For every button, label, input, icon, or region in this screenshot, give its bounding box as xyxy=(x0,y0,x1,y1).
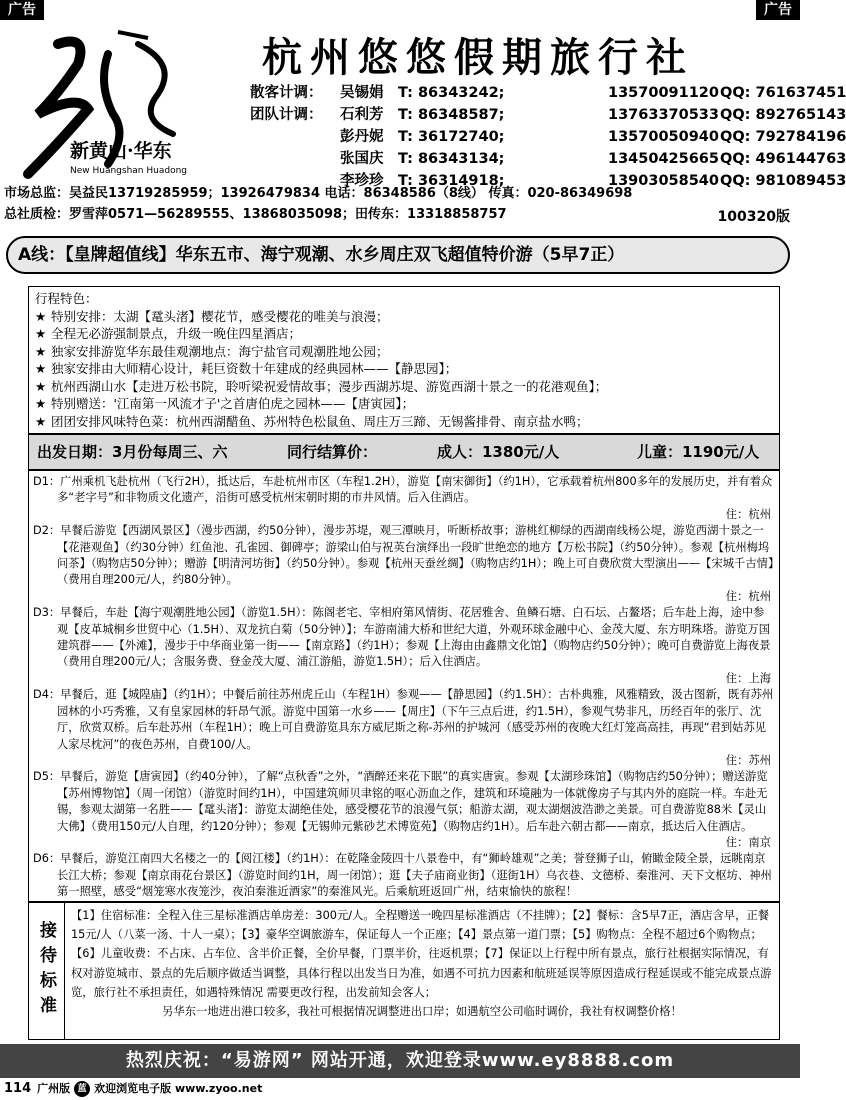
edition-version: 100320版 xyxy=(717,209,790,225)
contact-list xyxy=(250,82,846,192)
footer-website: 欢迎浏览电子版 www.zyoo.net xyxy=(94,1082,263,1095)
logo-chinese-text: 新黄山·华东 xyxy=(70,140,172,162)
market-director-line: 市场总监：吴益民13719285959；13926479834 电话：86348586（8线） 传真：020-86349698 xyxy=(4,186,633,201)
standards-note: 另华东一地进出港口较多，我社可根据情况调整进出口岸；如遇航空公司临时调价，我社有权调整价格！ xyxy=(162,1005,682,1019)
star-icon: ★ xyxy=(35,361,47,376)
settle-price-label: 同行结算价： xyxy=(287,443,378,461)
star-icon: ★ xyxy=(35,326,47,341)
standards-label: 接待标准 xyxy=(29,903,65,1039)
itinerary-day: D6：早餐后，游览江南四大名楼之一的【阅江楼】（约1H）：在乾隆金陵四十八景卷中，有“狮岭雄观”之美；誉登狮子山，俯瞰金陵全景，远眺南京长江大桥；参观【南京雨花台景区】（游览时间约1H，周一闭馆）；逛【夫子庙商业街】（逛街1H）乌衣巷、文德桥、秦淮河、天下文枢坊、神州第一照壁，感受“烟笼寒水夜笼沙，夜泊秦淮近酒家”的秦淮风光。后乘航班返回广州，结束愉快的旅程！ xyxy=(33,852,772,899)
overnight-city: 住：苏州 xyxy=(725,753,771,767)
star-icon: ★ xyxy=(35,413,47,429)
ad-tag-left: 广告 xyxy=(0,0,44,20)
feature-item: ★ 全程无必游强制景点，升级一晚住四星酒店； xyxy=(35,326,302,341)
overnight-city: 住：南京 xyxy=(725,835,771,849)
quality-control-line: 总社质检：罗雪萍0571—56289555、13868035098；田传东：13318858757 xyxy=(4,207,507,222)
child-price: 儿童：1190元/人 xyxy=(637,443,760,461)
itinerary-day: D3：早餐后，车赴【海宁观潮胜地公园】（游览1.5H）：陈阁老宅、宰相府第风情街、花居雅舍、鱼鳞石塘、白石坛、占鳌塔；后车赴上海，途中参观【皮革城桐乡世贸中心（1.5H）、双龙抗白菊（50分钟）】；车游南浦大桥和世纪大道，外观环球金融中心、金茂大厦、东方明珠塔。游览万国建筑群——【外滩】，漫步于中华商业第一街——【南京路】（约1H）；参观【上海由由鑫鼎文化馆】（购物店约50分钟）；晚可自费游览上海夜景（费用自理200元/人；含服务费、登金茂大厦、浦江游船，游览1.5H）；后入住酒店。 住：上海 xyxy=(33,605,775,687)
website-banner: 热烈庆祝：“易游网” 网站开通，欢迎登录www.ey8888.com xyxy=(0,1044,800,1078)
management-contacts xyxy=(4,183,796,225)
star-icon: ★ xyxy=(35,378,47,394)
feature-item: ★ 特别赠送：'江南第一风流才子'之首唐伯虎之园林——【唐寅园】； xyxy=(35,396,415,411)
feature-item: ★ 独家安排由大师精心设计，耗巨资数十年建成的经典园林——【静思园】； xyxy=(35,361,458,376)
contact-row: 团队计调： 石利芳 T: 86348587; 13763370533QQ: 892765143 xyxy=(250,107,846,123)
star-icon: ★ xyxy=(35,396,47,411)
standards-text: 【1】住宿标准：全程入住三星标准酒店单房差：300元/人。全程赠送一晚四星标准酒店（不挂牌）；【2】餐标：含5早7正，酒店含早，正餐15元/人（八菜一汤、十人一桌）；【3】豪华空调旅游车，保证每人一个正座；【4】景点第一道门票；【5】购物点：全程不超过6个购物点；【6】儿童收费：不占床、占车位、含半价正餐，全价早餐，门票半价，往返机票；【7】保证以上行程中所有景点，旅行社根据实际情况，有权对游览城市、景点的先后顺序做适当调整，具体行程以出发当日为准，如遇不可抗力因素和航班延误等原因造成行程延误或不能完成景点游览，旅行社不承担责任，如遇特殊情况 需要更改行程，出发前知会客人； xyxy=(71,909,772,999)
overnight-city: 住：杭州 xyxy=(725,507,771,521)
itinerary-day: D4：早餐后，逛【城隍庙】（约1H）；中餐后前往苏州虎丘山（车程1H）参观——【静思园】（约1.5H）：古朴典雅，风雅精致，汲古图新，既有苏州园林的小巧秀雅，又有皇家园林的轩昂气派。游览中国第一水乡——【周庄】（下午三点后进，约1.5H），参观气势非凡，历经百年的张厅、沈厅，欣赏双桥。后车赴苏州（车程1H）；晚上可自费游览具东方威尼斯之称-苏州的护城河（感受苏州的夜晚大红灯笼高高挂，再现“君到姑苏见人家尽枕河”的夜色苏州，自费100/人。 住：苏州 xyxy=(33,687,775,769)
feature-item: ★ 独家安排游览华东最佳观潮地点：海宁盐官司观潮胜地公园； xyxy=(35,343,389,359)
edition-label: 广州版 xyxy=(37,1082,71,1095)
contact-row: 彭丹妮 T: 36172740; 13570050940QQ: 792784196 xyxy=(340,129,846,145)
agency-header xyxy=(0,20,846,230)
overnight-city: 住：杭州 xyxy=(725,589,771,603)
route-title: A线：【皇牌超值线】华东五市、海宁观潮、水乡周庄双飞超值特价游（5早7正） xyxy=(6,236,790,274)
logo-english-text: New Huangshan Huadong xyxy=(70,166,187,176)
itinerary xyxy=(28,470,780,902)
tour-features xyxy=(28,286,780,434)
ad-tag-right: 广告 xyxy=(756,0,800,20)
departure-price-bar xyxy=(28,434,780,470)
itinerary-day: D5：早餐后，游览【唐寅园】（约40分钟），了解“点秋香”之外，“酒醉还来花下眠”的真实唐寅。参观【太湖珍珠馆】（购物店约50分钟）；赠送游览【苏州博物馆】（周一闭馆）（游览时间约1H），中国建筑师贝聿铭的呕心沥血之作，建筑和环境融为一体就像房子与其内外的庭院一样。车赴无锡，参观太湖第一名胜——【鼋头渚】：游览太湖绝佳处，感受樱花节的浪漫气氛；船游太湖，观太湖烟波浩渺之美景。可自费游览88米【灵山大佛】（费用150元/人自理，约120分钟）；参观【无锡帅元紫砂艺术博览苑】（购物店约1H）。后车赴六朝古都——南京，抵达后入住酒店。 住：南京 xyxy=(33,769,775,851)
feature-item: ★ 特别安排：太湖【鼋头渚】樱花节，感受樱花的唯美与浪漫； xyxy=(35,308,389,324)
company-name: 杭州悠悠假期旅行社 xyxy=(262,34,694,81)
features-title: 行程特色： xyxy=(35,291,98,306)
feature-item: ★ 团团安排风味特色菜：杭州西湖醋鱼、苏州特色松鼠鱼、周庄万三蹄、无锡酱排骨、南京盐水鸭； xyxy=(35,413,589,429)
overnight-city: 住：上海 xyxy=(725,671,771,685)
feature-item: ★ 杭州西湖山水【走进万松书院，聆听梁祝爱情故事；漫步西湖苏堤、游览西湖十景之一的花港观鱼】； xyxy=(35,378,608,394)
star-icon: ★ xyxy=(35,343,47,359)
itinerary-day: D2：早餐后游览【西湖风景区】（漫步西湖，约50分钟），漫步苏堤，观三潭映月，听断桥故事；游桃红柳绿的西湖南线杨公堤，游览西湖十景之一【花港观鱼】（约30分钟）红鱼池、孔雀园、御碑亭；游梁山伯与祝英台演绎出一段旷世绝恋的地方【万松书院】（约50分钟）。参观【杭州梅坞问茶】（购物店50分钟）；赠游【明清河坊街】（约50分钟）。参观【杭州天蚕丝绸】（购物店约1H）；晚上可自费欣赏大型演出——【宋城千古情】（费用自理200元/人，约80分钟）。 住：杭州 xyxy=(33,523,775,605)
itinerary-day: D1：广州乘机飞赴杭州（飞行2H），抵达后，车赴杭州市区（车程1.2H），游览【南宋御街】（约1H），它承载着杭州800多年的发展历史，并有着众多“老字号”和非物质文化遗产，沿街可感受杭州宋朝时期的市井风情。后入住酒店。 住：杭州 xyxy=(33,474,775,523)
contact-row: 张国庆 T: 86343134; 13450425665QQ: 496144763 xyxy=(340,151,846,167)
page-footer xyxy=(4,1080,262,1098)
contact-row: 李珍珍 T: 36314918; 13903058540QQ: 981089453 xyxy=(340,173,846,189)
departure-date: 出发日期：3月份每周三、六 xyxy=(37,443,228,461)
adult-price: 成人：1380元/人 xyxy=(437,443,560,461)
calligraphy-logo-icon xyxy=(18,24,258,204)
service-standards xyxy=(28,902,780,1040)
edition-badge-icon: 蓝 xyxy=(74,1081,90,1097)
contact-row: 散客计调： 吴锡娟 T: 86343242; 13570091120QQ: 761637451 xyxy=(250,85,846,101)
page-number: 114 xyxy=(4,1081,32,1096)
star-icon: ★ xyxy=(35,308,47,324)
